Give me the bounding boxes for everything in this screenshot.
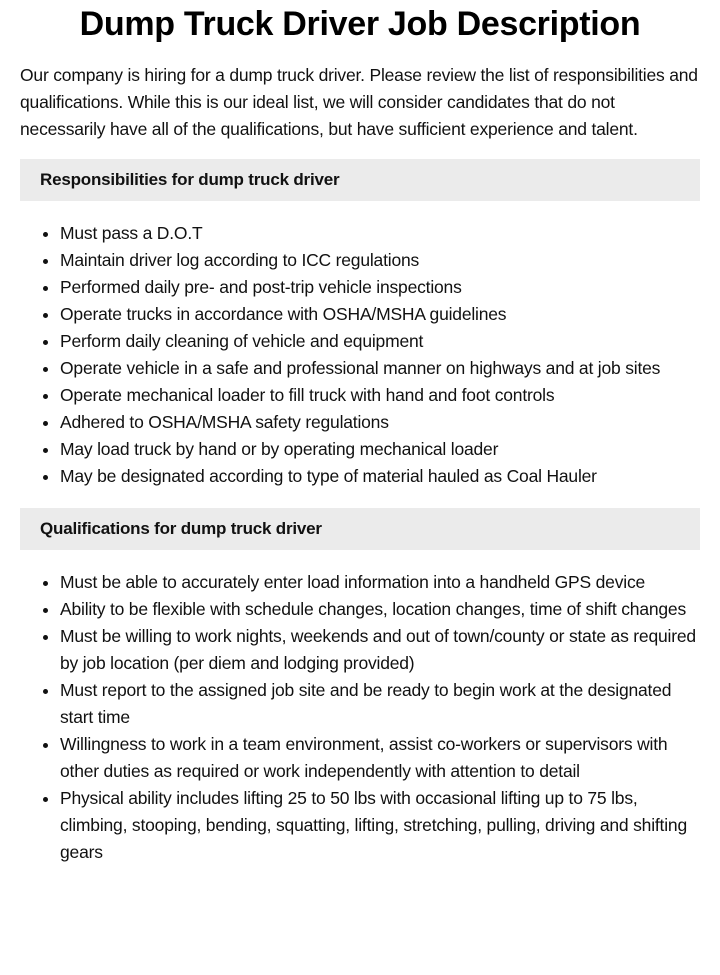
list-item: • Ability to be flexible with schedule changes, location changes, time of shift changes (60, 596, 700, 623)
intro-paragraph: Our company is hiring for a dump truck driver. Please review the list of responsibilities and qualifications. While this is our ideal list, we will consider candidates that do not necessarily have all of the qualifications, but have sufficient experience and talent. (20, 65, 698, 139)
list-item: • Operate mechanical loader to fill truck with hand and foot controls (60, 382, 700, 409)
list-item: • Performed daily pre- and post-trip vehicle inspections (60, 274, 700, 301)
list-item: • Must pass a D.O.T (60, 220, 700, 247)
list-item: • Maintain driver log according to ICC regulations (60, 247, 700, 274)
list-item: • Must be willing to work nights, weekends and out of town/county or state as required by job location (per diem and lodging provided) (60, 623, 700, 677)
list-item: • Operate vehicle in a safe and professional manner on highways and at job sites (60, 355, 700, 382)
list-item: • May be designated according to type of material hauled as Coal Hauler (60, 463, 700, 490)
list-item: • May load truck by hand or by operating mechanical loader (60, 436, 700, 463)
qualifications-list (20, 569, 700, 866)
list-item: • Must report to the assigned job site and be ready to begin work at the designated start time (60, 677, 700, 731)
list-item: • Perform daily cleaning of vehicle and equipment (60, 328, 700, 355)
list-item: • Operate trucks in accordance with OSHA/MSHA guidelines (60, 301, 700, 328)
section-heading: Qualifications for dump truck driver (20, 508, 700, 550)
qualifications-section (20, 508, 700, 866)
list-item: • Must be able to accurately enter load information into a handheld GPS device (60, 569, 700, 596)
list-item: • Physical ability includes lifting 25 to 50 lbs with occasional lifting up to 75 lbs, climbing, stooping, bending, squatting, lifting, stretching, pulling, driving and shifting gears (60, 785, 700, 866)
responsibilities-section (20, 159, 700, 490)
page-title: Dump Truck Driver Job Description (79, 5, 641, 43)
responsibilities-list (20, 220, 700, 490)
list-item: • Adhered to OSHA/MSHA safety regulations (60, 409, 700, 436)
list-item: • Willingness to work in a team environment, assist co-workers or supervisors with other duties as required or work independently with attention to detail (60, 731, 700, 785)
section-heading: Responsibilities for dump truck driver (20, 159, 700, 201)
